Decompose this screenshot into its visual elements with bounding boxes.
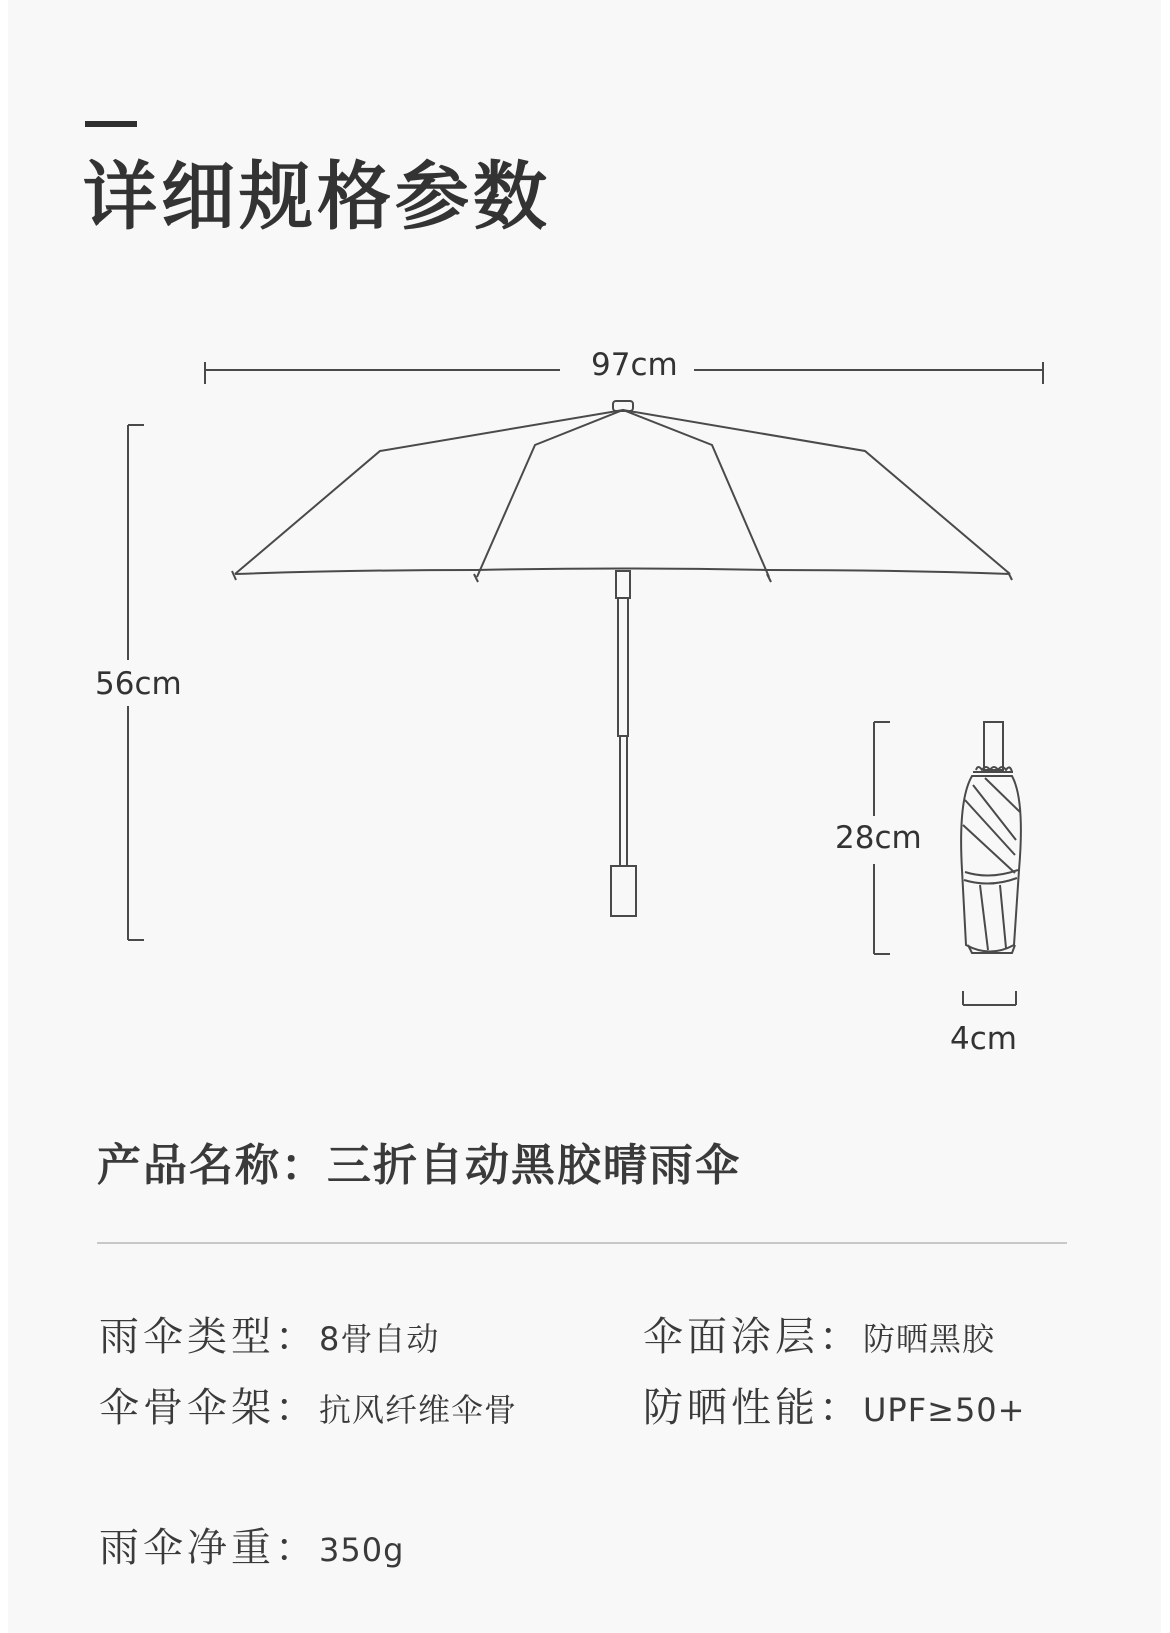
spec-net-weight [99, 1525, 405, 1571]
spec-label: 防晒性能： [643, 1385, 863, 1431]
spec-label: 雨伞类型： [99, 1314, 319, 1360]
spec-value: UPF≥50+ [863, 1391, 1026, 1429]
spec-value: 350g [319, 1531, 405, 1569]
spec-value: 8骨自动 [319, 1320, 440, 1358]
spec-frame [99, 1385, 518, 1431]
spec-label: 伞面涂层： [643, 1314, 863, 1360]
open-width-label: 97cm [591, 347, 678, 383]
folded-diameter-dimension-line [963, 991, 1016, 1005]
spec-canopy-coating [643, 1314, 996, 1360]
spec-uv-protection [643, 1385, 1026, 1431]
spec-label: 雨伞净重： [99, 1525, 319, 1571]
spec-value: 防晒黑胶 [863, 1320, 996, 1358]
folded-diameter-label: 4cm [950, 1021, 1017, 1057]
spec-umbrella-type [99, 1314, 440, 1360]
folded-umbrella-icon [961, 722, 1021, 953]
spec-label: 伞骨伞架： [99, 1385, 319, 1431]
product-name: 产品名称：三折自动黑胶晴雨伞 [97, 1140, 741, 1191]
folded-length-label: 28cm [835, 820, 922, 856]
open-height-label: 56cm [95, 666, 182, 702]
page-title: 详细规格参数 [83, 154, 551, 240]
spec-value: 抗风纤维伞骨 [319, 1391, 518, 1429]
divider [97, 1242, 1067, 1244]
